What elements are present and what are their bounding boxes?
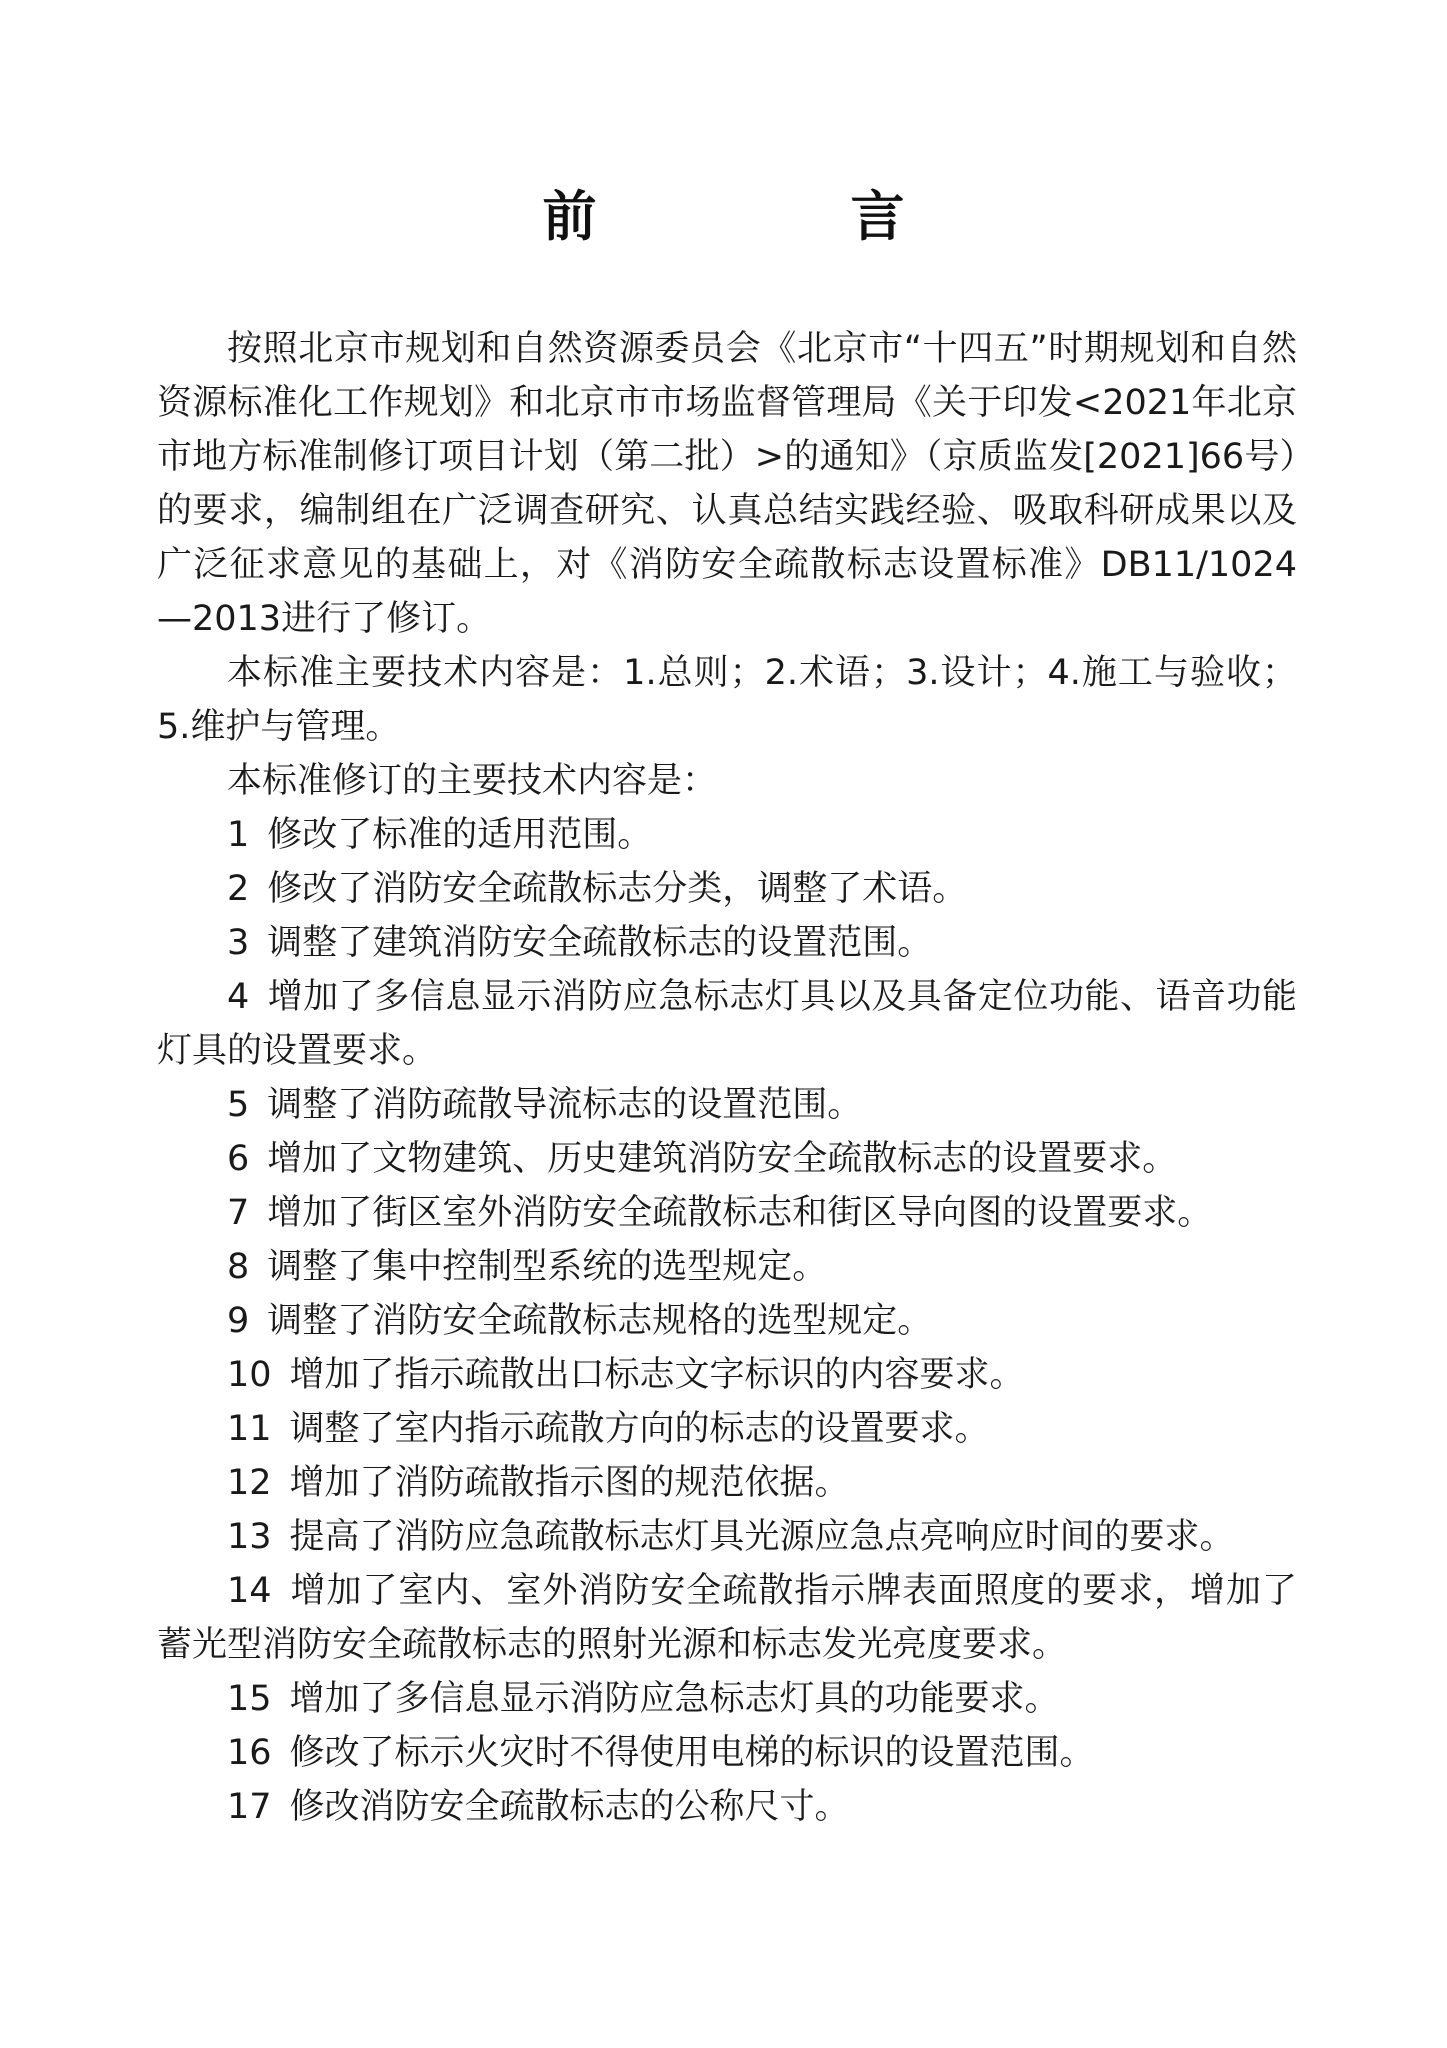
- list-item: [157, 1240, 1297, 1294]
- list-item-text: 调整了消防疏散导流标志的设置范围。: [267, 1085, 863, 1125]
- list-item-number: 8: [227, 1247, 250, 1287]
- list-item: [157, 862, 1297, 916]
- page-title: 前 言: [542, 185, 1005, 248]
- list-item-text: 增加了街区室外消防安全疏散标志和街区导向图的设置要求。: [267, 1193, 1213, 1233]
- list-item: [157, 1672, 1297, 1726]
- list-item: [157, 1078, 1297, 1132]
- intro-paragraph: 按照北京市规划和自然资源委员会《北京市“十四五”时期规划和自然资源标准化工作规划》和北京市市场监督管理局《关于印发<2021年北京市地方标准制修订项目计划（第二批）>的通知》（京质监发[2021]66号）的要求，编制组在广泛调查研究、认真总结实践经验、吸取科研成果以及广泛征求意见的基础上，对《消防安全疏散标志设置标准》DB11/1024—2013进行了修订。: [157, 329, 1297, 639]
- list-item-text: 修改了标准的适用范围。: [267, 815, 653, 855]
- list-item: [157, 1510, 1297, 1564]
- list-item-text: 增加了文物建筑、历史建筑消防安全疏散标志的设置要求。: [267, 1139, 1178, 1179]
- list-item-text: 增加了消防疏散指示图的规范依据。: [289, 1463, 850, 1503]
- list-item: [157, 1348, 1297, 1402]
- list-item-number: 3: [227, 923, 250, 963]
- preface-body: [157, 322, 1297, 1834]
- list-item-text: 增加了室内、室外消防安全疏散指示牌表面照度的要求，增加了蓄光型消防安全疏散标志的照射光源和标志发光亮度要求。: [157, 1571, 1297, 1665]
- list-item-text: 调整了集中控制型系统的选型规定。: [267, 1247, 828, 1287]
- list-item-number: 13: [227, 1517, 272, 1557]
- list-item: [157, 1780, 1297, 1834]
- list-item-number: 5: [227, 1085, 250, 1125]
- list-item-text: 修改了标示火灾时不得使用电梯的标识的设置范围。: [289, 1733, 1095, 1773]
- list-item: [157, 1726, 1297, 1780]
- list-item-text: 增加了多信息显示消防应急标志灯具以及具备定位功能、语音功能灯具的设置要求。: [157, 977, 1297, 1071]
- list-item-number: 17: [227, 1787, 272, 1827]
- list-item-text: 增加了指示疏散出口标志文字标识的内容要求。: [289, 1355, 1025, 1395]
- list-item: [157, 1564, 1297, 1672]
- list-item-number: 4: [227, 977, 250, 1017]
- list-item: [157, 1294, 1297, 1348]
- list-item-number: 16: [227, 1733, 272, 1773]
- list-item: [157, 1456, 1297, 1510]
- list-item-number: 7: [227, 1193, 250, 1233]
- list-item-number: 14: [227, 1571, 272, 1611]
- list-item: [157, 1132, 1297, 1186]
- list-item-text: 修改消防安全疏散标志的公称尺寸。: [289, 1787, 850, 1827]
- list-item: [157, 970, 1297, 1078]
- list-item: [157, 1402, 1297, 1456]
- list-item-text: 调整了消防安全疏散标志规格的选型规定。: [267, 1301, 933, 1341]
- list-item-text: 修改了消防安全疏散标志分类，调整了术语。: [267, 869, 968, 909]
- main-content-paragraph: 本标准主要技术内容是：1.总则；2.术语；3.设计；4.施工与验收；5.维护与管理。: [157, 653, 1297, 747]
- list-item-number: 1: [227, 815, 250, 855]
- list-item-number: 11: [227, 1409, 272, 1449]
- list-item-text: 提高了消防应急疏散标志灯具光源应急点亮响应时间的要求。: [289, 1517, 1235, 1557]
- list-item: [157, 1186, 1297, 1240]
- list-item-number: 10: [227, 1355, 272, 1395]
- list-item-text: 调整了建筑消防安全疏散标志的设置范围。: [267, 923, 933, 963]
- list-item: [157, 808, 1297, 862]
- list-item-number: 15: [227, 1679, 272, 1719]
- list-item-number: 9: [227, 1301, 250, 1341]
- list-item-text: 增加了多信息显示消防应急标志灯具的功能要求。: [289, 1679, 1060, 1719]
- list-item-text: 调整了室内指示疏散方向的标志的设置要求。: [289, 1409, 990, 1449]
- list-item: [157, 916, 1297, 970]
- list-item-number: 12: [227, 1463, 272, 1503]
- list-item-number: 2: [227, 869, 250, 909]
- revision-heading-paragraph: 本标准修订的主要技术内容是：: [227, 761, 718, 801]
- list-item-number: 6: [227, 1139, 250, 1179]
